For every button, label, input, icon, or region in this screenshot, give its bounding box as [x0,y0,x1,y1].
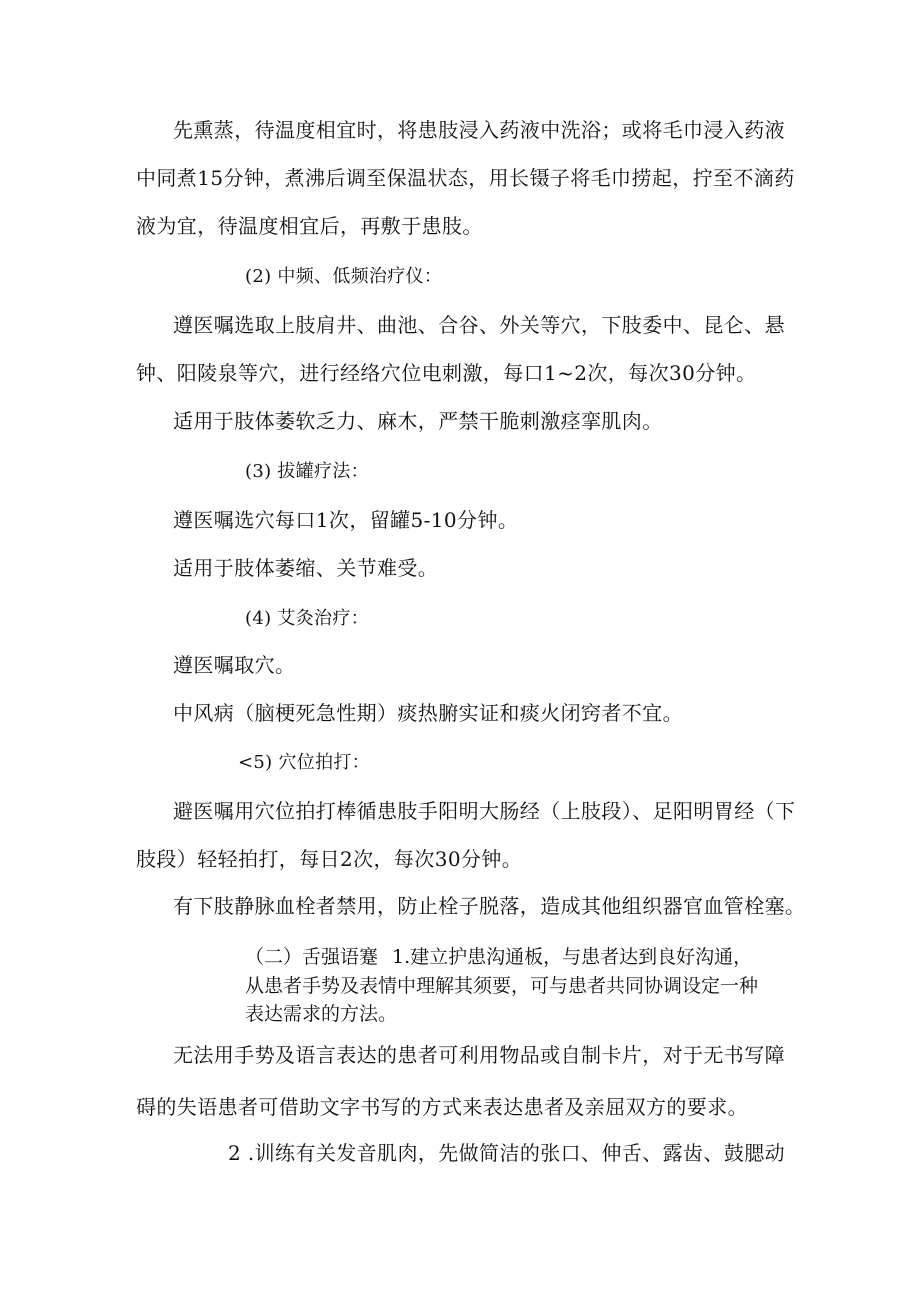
section-heading-5: <5) 穴位拍打： [238,752,370,773]
paragraph-line-5: 钟、阳陵泉等穴，进行经络穴位电刺激，每口1~2次，每次30分钟。 [136,361,757,385]
section-heading-4: (4) 艾灸治疗： [245,608,369,629]
paragraph-line-10: 中风病（脑梗死急性期）痰热腑实证和痰火闭窍者不宜。 [173,701,683,725]
paragraph-line-6: 适用于肢体萎软乏力、麻木，严禁干脆刺激痉挛肌肉。 [173,409,663,433]
table-row-content-line-3: 表达需求的方法。 [245,1003,398,1025]
paragraph-line-7: 遵医嘱选穴每口1次，留罐5-10分钟。 [173,508,519,532]
paragraph-line-14: 无法用手势及语言表达的患者可利用物品或自制卡片，对于无书写障 [173,1043,785,1067]
table-row-content-line-1: 1.建立护患沟通板，与患者达到良好沟通， [392,946,753,968]
table-row-label: （二）舌强语蹇 [245,946,379,968]
paragraph-line-8: 适用于肢体萎缩、关节难受。 [173,556,439,580]
paragraph-line-13: 有下肢静脉血栓者禁用，防止栓子脱落，造成其他组织器官血管栓塞。 [173,894,806,918]
section-heading-3: (3) 拔罐疗法： [245,461,369,482]
paragraph-line-16: 2 .训练有关发音肌肉，先做简洁的张口、伸舌、露齿、鼓腮动 [228,1141,786,1165]
section-heading-2: (2) 中频、低频治疗仪： [245,266,443,287]
paragraph-line-12: 肢段）轻轻拍打，每日2次，每次30分钟。 [136,847,523,871]
table-row-content-line-2: 从患者手势及表情中理解其须要，可与患者共同协调设定一种 [245,975,759,997]
paragraph-line-4: 遵医嘱选取上肢肩井、曲池、合谷、外关等穴，下肢委中、昆仑、悬 [173,313,785,337]
paragraph-line-3: 液为宜，待温度相宜后，再敷于患肢。 [136,214,483,238]
paragraph-line-2: 中同煮15分钟，煮沸后调至保温状态，用长镊子将毛巾捞起，拧至不滴药 [136,166,795,190]
paragraph-line-11: 避医嘱用穴位拍打棒循患肢手阳明大肠经（上肢段）、足阳明胃经（下 [173,799,796,823]
paragraph-line-15: 碍的失语患者可借助文字书写的方式来表达患者及亲屈双方的要求。 [136,1095,748,1119]
paragraph-line-9: 遵医嘱取穴。 [173,653,296,677]
paragraph-line-1: 先熏蒸，待温度相宜时，将患肢浸入药液中洗浴；或将毛巾浸入药液 [173,118,785,142]
